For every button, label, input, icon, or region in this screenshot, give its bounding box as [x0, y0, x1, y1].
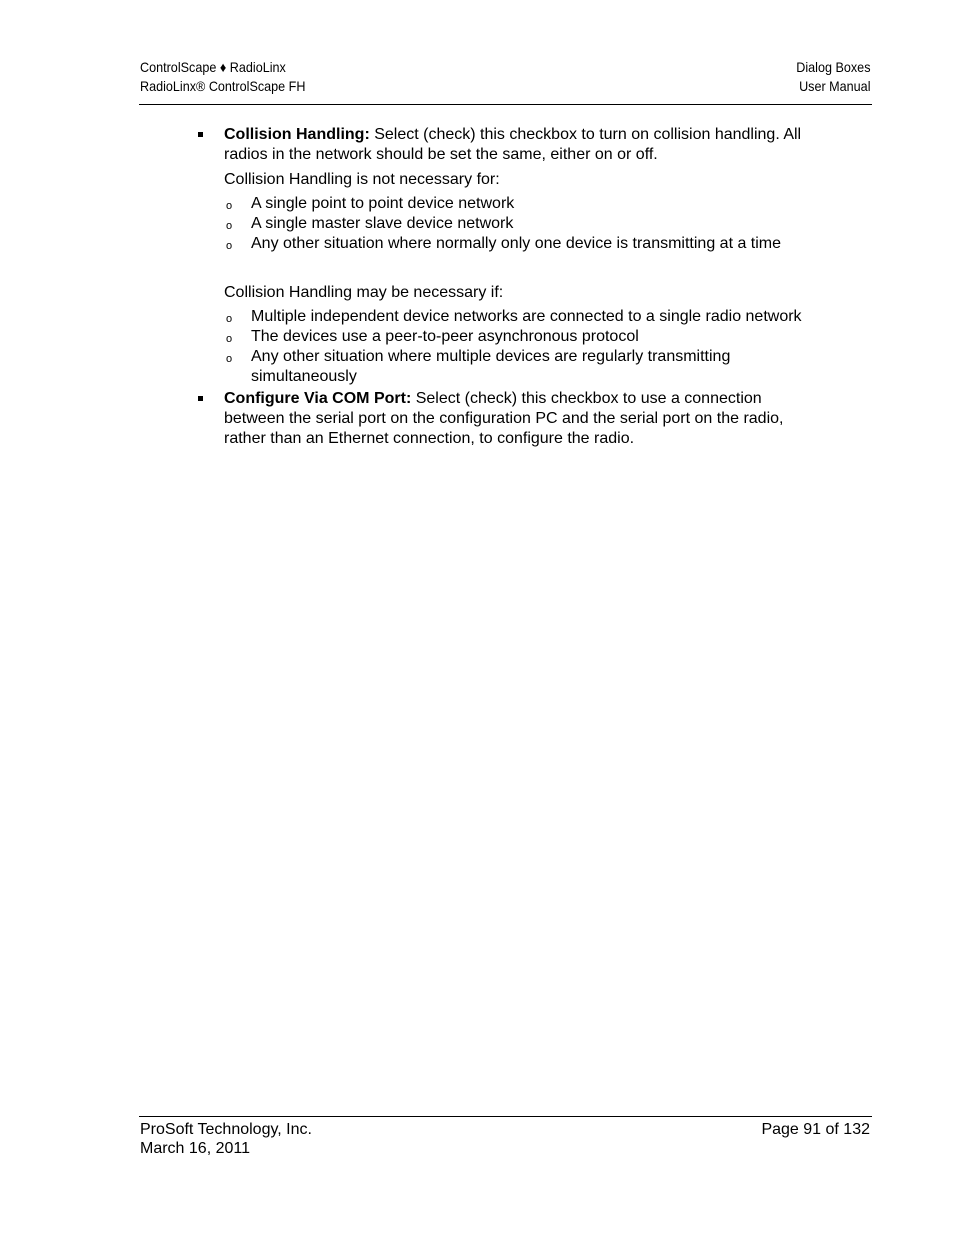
circle-bullet-icon: o: [225, 240, 233, 252]
header-section: Dialog Boxes: [795, 59, 870, 75]
list-item: o A single point to point device network: [225, 195, 515, 212]
com-port-description: Select (check) this checkbox to use a connection between the serial port on the configuration PC and the serial port on the radio, rather than an Ethernet connection, to configure the radio.: [224, 390, 784, 447]
spacer: [224, 254, 816, 278]
circle-bullet-icon: o: [225, 313, 233, 325]
com-port-paragraph: [224, 389, 816, 449]
list-item: o The devices use a peer-to-peer asynchronous protocol: [225, 328, 639, 345]
necessary-intro: Collision Handling may be necessary if:: [224, 284, 504, 301]
necessary-list: [224, 307, 816, 387]
header-right: [796, 58, 870, 96]
collision-handling-paragraph: [224, 125, 816, 165]
footer-left: [140, 1120, 312, 1158]
header-doc-type: User Manual: [798, 78, 870, 94]
circle-bullet-icon: o: [225, 200, 233, 212]
circle-bullet-icon: o: [225, 220, 233, 232]
footer-divider: [139, 1116, 872, 1117]
not-necessary-intro: Collision Handling is not necessary for:: [224, 171, 500, 188]
not-necessary-list: [224, 194, 816, 254]
collision-handling-description: Select (check) this checkbox to turn on collision handling. All radios in the network should be set the same, either on or off.: [224, 126, 802, 163]
page-content: [196, 125, 816, 449]
square-bullet-icon: [198, 396, 203, 401]
header-product-name: RadioLinx® ControlScape FH: [140, 78, 306, 94]
square-bullet-icon: [198, 132, 203, 137]
header-divider: [139, 104, 872, 105]
header-left: [140, 58, 305, 96]
header-product-line: ControlScape ♦ RadioLinx: [140, 59, 286, 75]
com-port-term: Configure Via COM Port:: [224, 390, 412, 407]
circle-bullet-icon: o: [225, 333, 233, 345]
circle-bullet-icon: o: [225, 353, 233, 365]
footer-page-number: Page 91 of 132: [761, 1121, 870, 1138]
list-item: o Any other situation where multiple devices are regularly transmitting simultaneously: [225, 348, 731, 385]
com-port-item: [196, 389, 816, 449]
list-item: o A single master slave device network: [225, 215, 514, 232]
footer-date: March 16, 2011: [140, 1140, 250, 1157]
collision-handling-term: Collision Handling:: [224, 126, 370, 143]
list-item: o Multiple independent device networks are connected to a single radio network: [225, 308, 802, 325]
collision-handling-item: [196, 125, 816, 387]
footer-company: ProSoft Technology, Inc.: [140, 1121, 312, 1138]
list-item: o Any other situation where normally only one device is transmitting at a time: [225, 235, 782, 252]
